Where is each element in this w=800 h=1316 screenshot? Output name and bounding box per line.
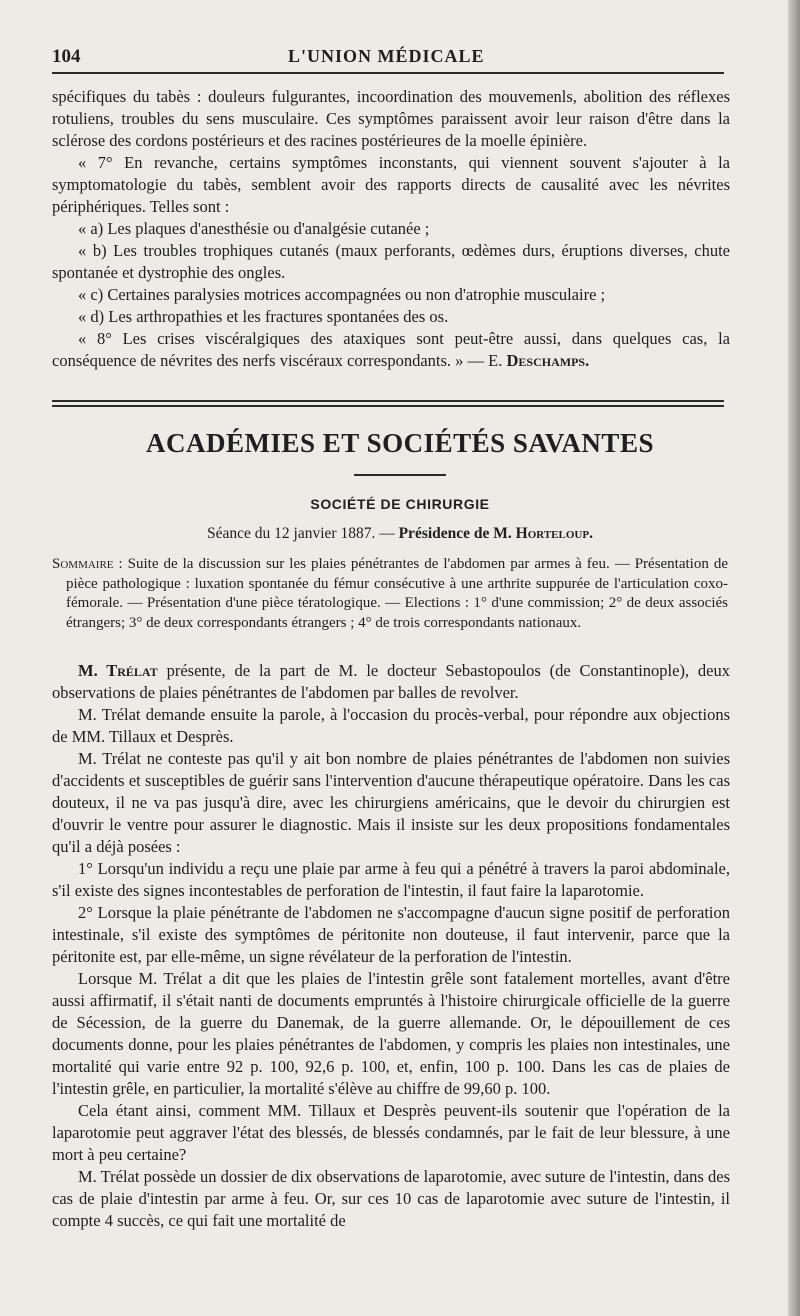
- president-name: Horteloup.: [515, 525, 593, 542]
- presidence-label: Présidence de M.: [398, 525, 516, 542]
- header-rule: [52, 72, 724, 74]
- paragraph: spécifiques du tabès : douleurs fulgurantes, incoordination des mouvemenls, abolition des réflexes rotuliens, troubles du sens musculaire. Ces symptômes paraissent avoir leur raison d'être dans la sclérose des cordons postérieurs et des racines postérieures de la moelle épinière.: [52, 87, 730, 150]
- sommaire-paragraph: [52, 555, 728, 633]
- paragraph-text: « 8° Les crises viscéralgiques des ataxiques sont peut-être aussi, dans quelques cas, la conséquence de névrites des nerfs viscéraux correspondants. » — E.: [52, 329, 730, 370]
- paragraph: [52, 660, 730, 704]
- sommaire-label: Sommaire: [52, 556, 114, 572]
- report-body-text: [52, 660, 730, 1232]
- page-edge-shadow: [788, 0, 800, 1316]
- sommaire-text: : Suite de la discussion sur les plaies pénétrantes de l'abdomen par armes à feu. — Présentation de pièce pathologique : luxation spontanée du fémur consécutive à une arthrite suppurée de l'articulation coxo-fémorale. — Présentation d'une pièce tératologique. — Elections : 1° d'une commission; 2° de deux associés étrangers; 3° de deux correspondants étrangers ; 4° de trois correspondants nationaux.: [66, 556, 728, 631]
- paragraph: 1° Lorsqu'un individu a reçu une plaie par arme à feu qui a pénétré à travers la paroi abdominale, s'il existe des signes incontestables de perforation de l'intestin, il faut faire la laparotomie.: [52, 859, 730, 900]
- paragraph: « b) Les troubles trophiques cutanés (maux perforants, œdèmes durs, éruptions diverses, chute spontanée et dystrophie des ongles.: [52, 241, 730, 282]
- paragraph: « 7° En revanche, certains symptômes inconstants, qui viennent souvent s'ajouter à la symptomatologie du tabès, semblent avoir des rapports directs de causalité avec les névrites périphériques. Telles sont :: [52, 153, 730, 216]
- signature: Deschamps.: [506, 351, 590, 370]
- paragraph: M. Trélat ne conteste pas qu'il y ait bon nombre de plaies pénétrantes de l'abdomen non suivies d'accidents et susceptibles de guérir sans l'intervention d'aucune thérapeutique opératoire. Dans les cas douteux, il ne va pas jusqu'à dire, avec les chirurgiens américains, que le devoir du chirurgien est d'ouvrir le ventre pour assurer le diagnostic. Mais il insiste sur les deux propositions fondamentales qu'il a déjà posées :: [52, 749, 730, 856]
- section-rule-bottom: [52, 405, 724, 407]
- paragraph: 2° Lorsque la plaie pénétrante de l'abdomen ne s'accompagne d'aucun signe positif de perforation intestinale, s'il existe des symptômes de péritonite non douteuse, il faut intervenir, parce que la péritonite est, par elle-même, un signe révélateur de la perforation de l'intestin.: [52, 903, 730, 966]
- section-rule-top: [52, 400, 724, 402]
- running-head: [52, 38, 732, 68]
- paragraph: « d) Les arthropathies et les fractures spontanées des os.: [78, 307, 449, 326]
- paragraph: Cela étant ainsi, comment MM. Tillaux et Desprès peuvent-ils soutenir que l'opération de la laparotomie peut aggraver l'état des blessés, de blessés condamnés, par le fait de leur blessure, à une mort à peu certaine?: [52, 1101, 730, 1164]
- paragraph: « a) Les plaques d'anesthésie ou d'analgésie cutanée ;: [78, 219, 430, 238]
- paragraph: « c) Certaines paralysies motrices accompagnées ou non d'atrophie musculaire ;: [78, 285, 606, 304]
- section-title: ACADÉMIES ET SOCIÉTÉS SAVANTES: [146, 428, 654, 458]
- seance-line: [0, 525, 800, 543]
- seance-date: Séance du 12 janvier 1887. —: [207, 525, 399, 542]
- sommaire-block: [52, 555, 728, 633]
- paragraph: M. Trélat demande ensuite la parole, à l'occasion du procès-verbal, pour répondre aux objections de MM. Tillaux et Desprès.: [52, 705, 730, 746]
- paragraph: Lorsque M. Trélat a dit que les plaies de l'intestin grêle sont fatalement mortelles, avant d'être aussi affirmatif, il s'était nanti de documents empruntés à l'histoire chirurgicale officielle de la guerre de Sécession, de la guerre du Danemak, de la guerre allemande. Or, le dépouillement de ces documents donne, pour les plaies pénétrantes de l'abdomen, y compris les plaies non intestinales, une mortalité qui varie entre 92 p. 100, 92,6 p. 100, et, enfin, 100 p. 100. Dans les cas de plaies de l'intestin grêle, en particulier, la mortalité s'élève au chiffre de 99,60 p. 100.: [52, 969, 730, 1098]
- title-rule: [354, 474, 446, 476]
- author-name: M. Trélat: [78, 661, 158, 680]
- paragraph-with-signature: [52, 328, 730, 372]
- paragraph: M. Trélat possède un dossier de dix observations de laparotomie, avec suture de l'intestin, dans des cas de plaie d'intestin par arme à feu. Or, sur ces 10 cas de laparotomie avec suture de l'intestin, il compte 4 succès, ce qui fait une mortalité de: [52, 1167, 730, 1230]
- journal-title: L'UNION MÉDICALE: [288, 46, 485, 66]
- paragraph-text: présente, de la part de M. le docteur Sebastopoulos (de Constantinople), deux observations de plaies pénétrantes de l'abdomen par balles de revolver.: [52, 661, 730, 702]
- society-title: SOCIÉTÉ DE CHIRURGIE: [310, 496, 490, 512]
- page-number: 104: [52, 46, 81, 67]
- top-article-text: [52, 86, 730, 372]
